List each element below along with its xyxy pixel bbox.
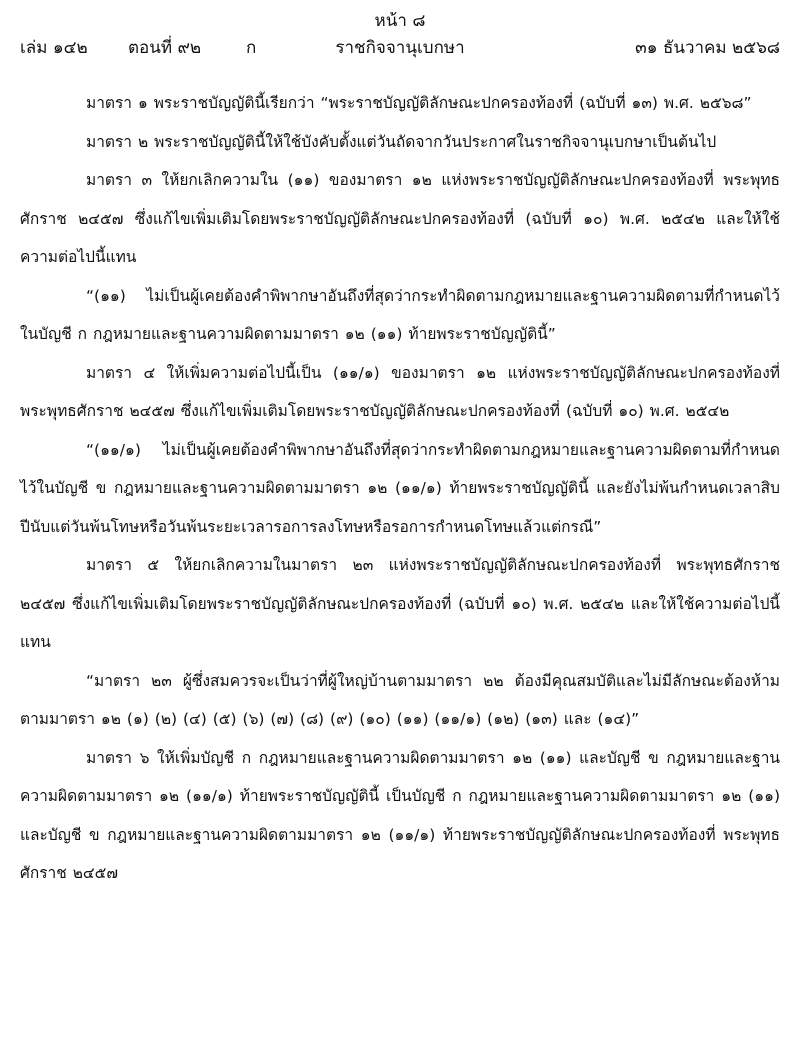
- added-text-11-1: “(๑๑/๑) ไม่เป็นผู้เคยต้องคำพิพากษาอันถึงที่สุดว่ากระทำผิดตามกฎหมายและฐานความผิดตามที่กำหนดไว้ในบัญชี ข กฎหมายและฐานความผิดตามมาตรา ๑๒ (๑๑/๑) ท้ายพระราชบัญญัตินี้ และยังไม่พ้นกำหนดเวลาสิบปีนับแต่วันพ้นโทษหรือวันพ้นระยะเวลารอการลงโทษหรือรอการกำหนดโทษแล้วแต่กรณี”: [20, 440, 780, 536]
- section-1-paragraph: มาตรา ๑ พระราชบัญญัตินี้เรียกว่า “พระราชบัญญัติลักษณะปกครองท้องที่ (ฉบับที่ ๑๓) พ.ศ. ๒๕๖๘”: [86, 94, 752, 112]
- page-number: หน้า ๘: [374, 11, 426, 31]
- document-body: [20, 84, 780, 893]
- amended-text-11: “(๑๑) ไม่เป็นผู้เคยต้องคำพิพากษาอันถึงที่สุดว่ากระทำผิดตามกฎหมายและฐานความผิดตามที่กำหนดไว้ในบัญชี ก กฎหมายและฐานความผิดตามมาตรา ๑๒ (๑๑) ท้ายพระราชบัญญัตินี้”: [20, 286, 780, 343]
- volume-number: เล่ม ๑๔๒: [20, 38, 88, 58]
- section-3-paragraph: มาตรา ๓ ให้ยกเลิกความใน (๑๑) ของมาตรา ๑๒ แห่งพระราชบัญญัติลักษณะปกครองท้องที่ พระพุทธศักราช ๒๔๕๗ ซึ่งแก้ไขเพิ่มเติมโดยพระราชบัญญัติลักษณะปกครองท้องที่ (ฉบับที่ ๑๐) พ.ศ. ๒๕๔๒ และให้ใช้ความต่อไปนี้แทน: [20, 171, 780, 266]
- gazette-header: [20, 36, 780, 60]
- section-2-paragraph: มาตรา ๒ พระราชบัญญัตินี้ให้ใช้บังคับตั้งแต่วันถัดจากวันประกาศในราชกิจจานุเบกษาเป็นต้นไป: [86, 132, 717, 151]
- section-5-paragraph: มาตรา ๕ ให้ยกเลิกความในมาตรา ๒๓ แห่งพระราชบัญญัติลักษณะปกครองท้องที่ พระพุทธศักราช ๒๔๕๗ ซึ่งแก้ไขเพิ่มเติมโดยพระราชบัญญัติลักษณะปกครองท้องที่ (ฉบับที่ ๑๐) พ.ศ. ๒๕๔๒ และให้ใช้ความต่อไปนี้แทน: [20, 556, 780, 651]
- issue-number: ตอนที่ ๙๒: [128, 38, 202, 58]
- gazette-name: ราชกิจจานุเบกษา: [335, 38, 465, 58]
- section-6-paragraph: มาตรา ๖ ให้เพิ่มบัญชี ก กฎหมายและฐานความผิดตามมาตรา ๑๒ (๑๑) และบัญชี ข กฎหมายและฐานความผิดตามมาตรา ๑๒ (๑๑/๑) ท้ายพระราชบัญญัตินี้ เป็นบัญชี ก กฎหมายและฐานความผิดตามมาตรา ๑๒ (๑๑) และบัญชี ข กฎหมายและฐานความผิดตามมาตรา ๑๒ (๑๑/๑) ท้ายพระราชบัญญัติลักษณะปกครองท้องที่ พระพุทธศักราช ๒๔๕๗: [20, 748, 780, 882]
- section-4-paragraph: มาตรา ๔ ให้เพิ่มความต่อไปนี้เป็น (๑๑/๑) ของมาตรา ๑๒ แห่งพระราชบัญญัติลักษณะปกครองท้องที่ พระพุทธศักราช ๒๔๕๗ ซึ่งแก้ไขเพิ่มเติมโดยพระราชบัญญัติลักษณะปกครองท้องที่ (ฉบับที่ ๑๐) พ.ศ. ๒๕๔๒: [20, 363, 780, 420]
- amended-section-23: “มาตรา ๒๓ ผู้ซึ่งสมควรจะเป็นว่าที่ผู้ใหญ่บ้านตามมาตรา ๒๒ ต้องมีคุณสมบัติและไม่มีลักษณะต้องห้ามตามมาตรา ๑๒ (๑) (๒) (๔) (๕) (๖) (๗) (๘) (๙) (๑๐) (๑๑) (๑๑/๑) (๑๒) (๑๓) และ (๑๔)”: [20, 671, 780, 728]
- section-letter: ก: [246, 38, 257, 58]
- publication-date: ๓๑ ธันวาคม ๒๕๖๘: [635, 38, 780, 58]
